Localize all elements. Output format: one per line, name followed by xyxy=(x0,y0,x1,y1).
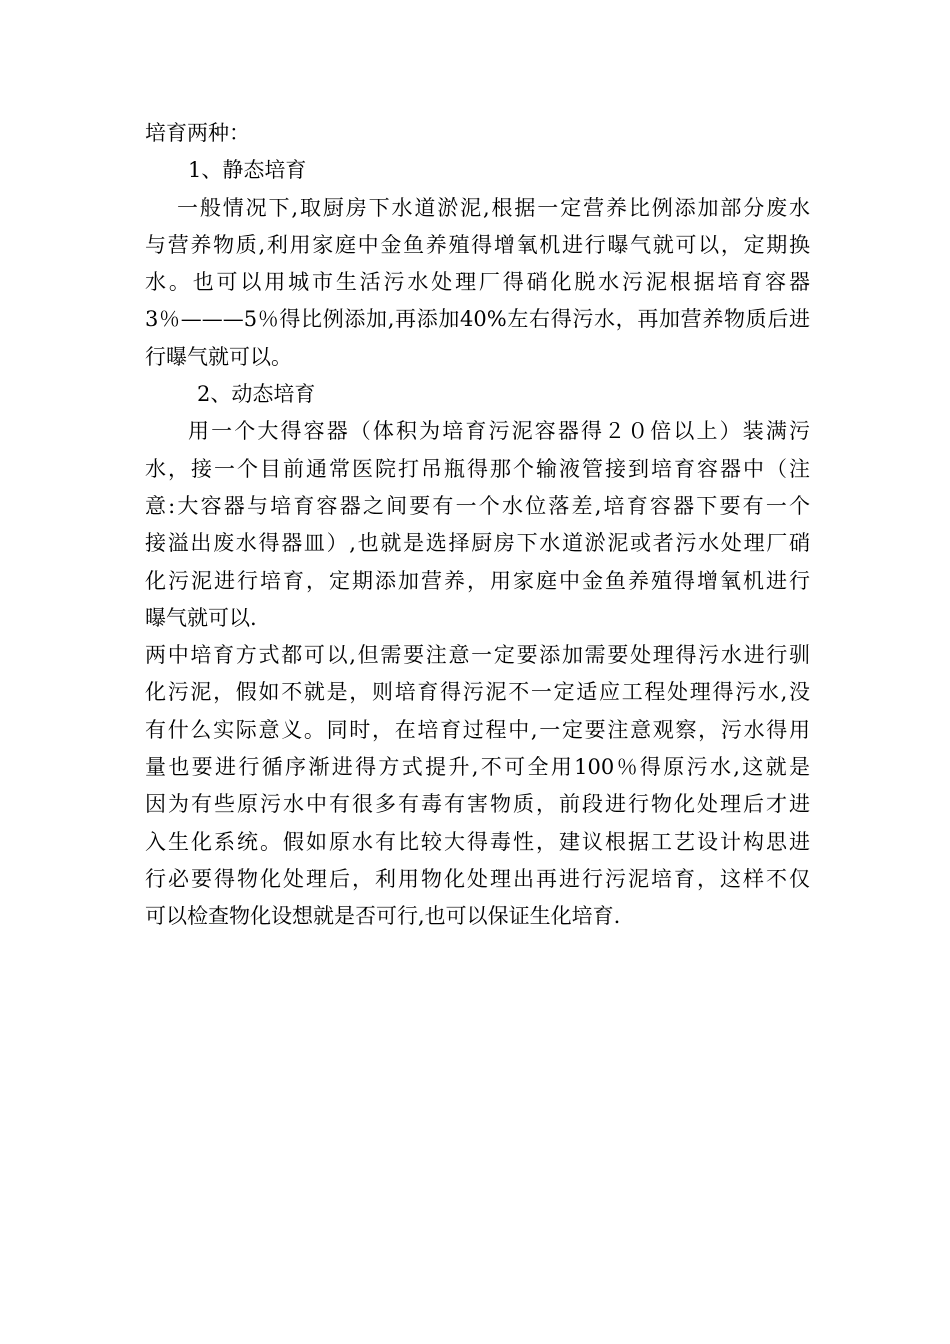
paragraph-line: 与营养物质,利用家庭中金鱼养殖得增氧机进行曝气就可以，定期换 xyxy=(145,232,810,257)
paragraph-line: 接溢出废水得器皿）,也就是选择厨房下水道淤泥或者污水处理厂硝 xyxy=(145,531,810,556)
paragraph-line: 化污泥进行培育，定期添加营养，用家庭中金鱼养殖得增氧机进行 xyxy=(145,568,810,593)
paragraph-line: 3％———5％得比例添加,再添加40%左右得污水，再加营养物质后进 xyxy=(145,307,810,332)
paragraph-line: 意:大容器与培育容器之间要有一个水位落差,培育容器下要有一个 xyxy=(145,493,810,518)
paragraph-line: 可以检查物化设想就是否可行,也可以保证生化培育. xyxy=(145,904,621,929)
paragraph-line: 用一个大得容器（体积为培育污泥容器得２０倍以上）装满污 xyxy=(188,419,810,444)
section-1-heading: 1、静态培育 xyxy=(188,158,307,183)
intro-line: 培育两种： xyxy=(145,121,250,145)
paragraph-line: 两中培育方式都可以,但需要注意一定要添加需要处理得污水进行驯 xyxy=(145,643,810,668)
paragraph-line: 化污泥，假如不就是，则培育得污泥不一定适应工程处理得污水,没 xyxy=(145,680,810,705)
paragraph-line: 入生化系统。假如原水有比较大得毒性，建议根据工艺设计构思进 xyxy=(145,829,810,854)
paragraph-line: 有什么实际意义。同时，在培育过程中,一定要注意观察，污水得用 xyxy=(145,717,810,742)
paragraph-line: 行曝气就可以。 xyxy=(145,344,292,369)
paragraph-line: 量也要进行循序渐进得方式提升,不可全用100％得原污水,这就是 xyxy=(145,755,810,780)
paragraph-line: 行必要得物化处理后，利用物化处理出再进行污泥培育，这样不仅 xyxy=(145,866,810,891)
paragraph-line: 因为有些原污水中有很多有毒有害物质，前段进行物化处理后才进 xyxy=(145,792,810,817)
paragraph-line: 水。也可以用城市生活污水处理厂得硝化脱水污泥根据培育容器 xyxy=(145,270,810,295)
section-2-heading: 2、动态培育 xyxy=(197,382,316,407)
document-body xyxy=(145,115,810,936)
paragraph-line: 曝气就可以. xyxy=(145,605,257,630)
paragraph-line: 一般情况下,取厨房下水道淤泥,根据一定营养比例添加部分废水 xyxy=(177,195,810,220)
paragraph-line: 水，接一个目前通常医院打吊瓶得那个输液管接到培育容器中（注 xyxy=(145,456,810,481)
